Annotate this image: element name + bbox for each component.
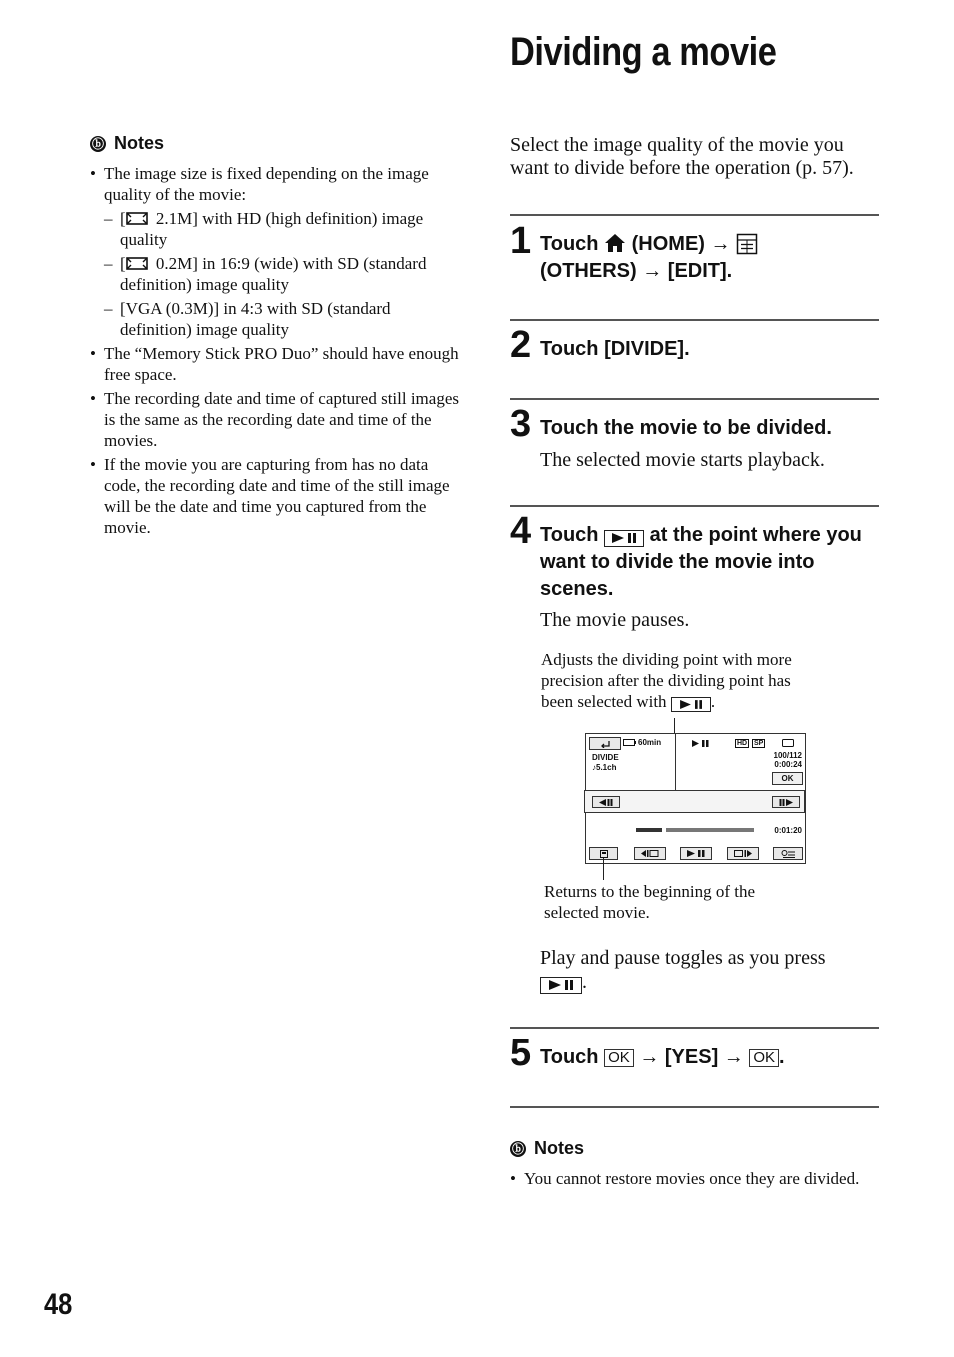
toggle-line: Play and pause toggles as you press [540, 947, 826, 969]
mode-label: DIVIDE [592, 753, 619, 762]
image-size-frame-icon [126, 257, 148, 270]
step-yes-label: [YES] [664, 1046, 719, 1068]
ok-icon: OK [604, 1049, 634, 1067]
next-icon [734, 850, 752, 857]
arrow: → [723, 1046, 744, 1068]
screen-ok-button[interactable]: OK [772, 772, 803, 785]
callout-line: Returns to the beginning of the [544, 882, 756, 901]
bracket-open: [ [120, 254, 126, 273]
frame-forward-icon [779, 799, 793, 806]
note-subitem [104, 253, 460, 295]
step-divider [510, 319, 879, 321]
notes-icon: ⓑ [91, 137, 104, 151]
bracket-open: [ [120, 209, 126, 228]
step-3-text: Touch the movie to be divided. [540, 417, 832, 439]
note-text: The image size is fixed depending on the image quality of the movie: [104, 164, 429, 204]
hd-badge: HD [737, 740, 748, 747]
note-subitem [104, 298, 460, 340]
return-icon [599, 740, 611, 748]
callout-leader-line [603, 858, 604, 880]
note-sublist [104, 208, 460, 340]
period: . [710, 692, 716, 711]
left-notes [90, 133, 460, 541]
arrow: → [710, 233, 731, 255]
scene-counter: 100/112 [773, 751, 802, 760]
step-divider [510, 214, 879, 216]
note-item: • The “Memory Stick PRO Duo” should have enough free space. [90, 343, 460, 385]
step-1-text [540, 231, 880, 285]
battery-icon [623, 739, 636, 746]
note-subtext: 0.2M] in 16:9 (wide) with SD (standard definition) image quality [120, 254, 427, 294]
callout-line: precision after the dividing point has [541, 671, 791, 690]
step-divider [510, 505, 879, 507]
next-button[interactable] [727, 847, 759, 860]
option-button[interactable] [773, 847, 803, 860]
play-pause-button[interactable] [680, 847, 712, 860]
image-size-frame-icon [126, 212, 148, 225]
option-icon [781, 850, 795, 858]
play-pause-button-icon [540, 977, 582, 994]
step-divider [510, 1027, 879, 1029]
home-icon [604, 233, 626, 253]
progress-segment [636, 828, 662, 832]
period: . [582, 971, 587, 993]
battery-time: 60min [638, 738, 662, 747]
step-4-body: The movie pauses. [540, 609, 690, 631]
notes-list [90, 163, 460, 538]
toggle-text [540, 946, 870, 994]
note-item: • If the movie you are capturing from has no data code, the recording date and time of the still image will be the date and time you captured from the movie. [90, 454, 460, 538]
note-item: • You cannot restore movies once they are divided. [510, 1168, 880, 1189]
note-item: • The recording date and time of captured still images is the same as the recording date and time of the movies. [90, 388, 460, 451]
step-home-label: (HOME) [631, 233, 705, 255]
arrow: → [639, 1046, 660, 1068]
memory-stick-icon [782, 739, 794, 747]
audio-label: ♪5.1ch [592, 763, 617, 772]
sp-badge: SP [754, 740, 764, 747]
step-2-text: Touch [DIVIDE]. [540, 338, 690, 360]
others-icon [736, 233, 758, 255]
intro-text: Select the image quality of the movie you want to divide before the operation (p. 57). [510, 134, 854, 179]
note-item [90, 163, 460, 340]
adjust-forward-button[interactable] [772, 796, 800, 808]
step-edit-label: [EDIT]. [667, 260, 733, 282]
callout-line: selected movie. [544, 903, 650, 922]
notes-heading [510, 1138, 880, 1159]
screen-divider [675, 734, 676, 790]
step-number: 1 [510, 220, 532, 262]
step-3-body: The selected movie starts playback. [540, 449, 825, 471]
first-scene-icon [600, 850, 608, 858]
lcd-screen-illustration [585, 733, 806, 864]
step-number: 3 [510, 403, 532, 445]
callout-line: Adjusts the dividing point with more [541, 650, 792, 669]
step-text-part: at the point where you [649, 524, 862, 546]
step-others-label: (OTHERS) [540, 260, 637, 282]
step-number: 4 [510, 510, 532, 552]
note-subtext: 2.1M] with HD (high definition) image quality [120, 209, 424, 249]
step-number: 2 [510, 324, 532, 366]
play-pause-indicator-icon [692, 740, 710, 747]
step-touch: Touch [540, 233, 599, 255]
dividing-position-time: 0:01:20 [774, 826, 802, 835]
step-touch: Touch [540, 524, 599, 546]
notes-heading-label: Notes [114, 133, 165, 153]
previous-button[interactable] [634, 847, 666, 860]
period: . [779, 1046, 785, 1068]
notes-list [510, 1168, 880, 1189]
notes-heading-label: Notes [534, 1138, 585, 1158]
step-touch: Touch [540, 1046, 599, 1068]
step-number: 5 [510, 1032, 532, 1074]
note-subitem [104, 208, 460, 250]
step-text-part: want to divide the movie into [540, 551, 815, 573]
note-subtext: [VGA (0.3M)] in 4:3 with SD (standard definition) image quality [120, 299, 391, 339]
notes-heading [90, 133, 460, 154]
step-text-part: scenes. [540, 578, 614, 600]
play-pause-button-icon [671, 697, 711, 712]
step-5-text [540, 1044, 880, 1071]
arrow: → [642, 260, 663, 282]
frame-back-icon [599, 799, 613, 806]
progress-bar [666, 828, 754, 832]
callout-return [544, 881, 824, 923]
bottom-notes [510, 1138, 880, 1192]
step-divider [510, 1106, 879, 1108]
step-4-text [540, 522, 885, 603]
play-pause-icon [687, 850, 705, 857]
page-number: 48 [44, 1288, 73, 1321]
adjust-back-button[interactable] [592, 796, 620, 808]
step-divider [510, 398, 879, 400]
callout-fine-adjust [541, 649, 841, 712]
page-title: Dividing a movie [510, 30, 777, 74]
previous-icon [641, 850, 659, 857]
callout-line: been selected with [541, 692, 667, 711]
notes-icon: ⓑ [511, 1142, 524, 1156]
elapsed-time: 0:00:24 [774, 760, 802, 769]
play-pause-button-icon [604, 530, 644, 547]
back-button[interactable] [589, 737, 621, 750]
ok-icon: OK [749, 1049, 779, 1067]
